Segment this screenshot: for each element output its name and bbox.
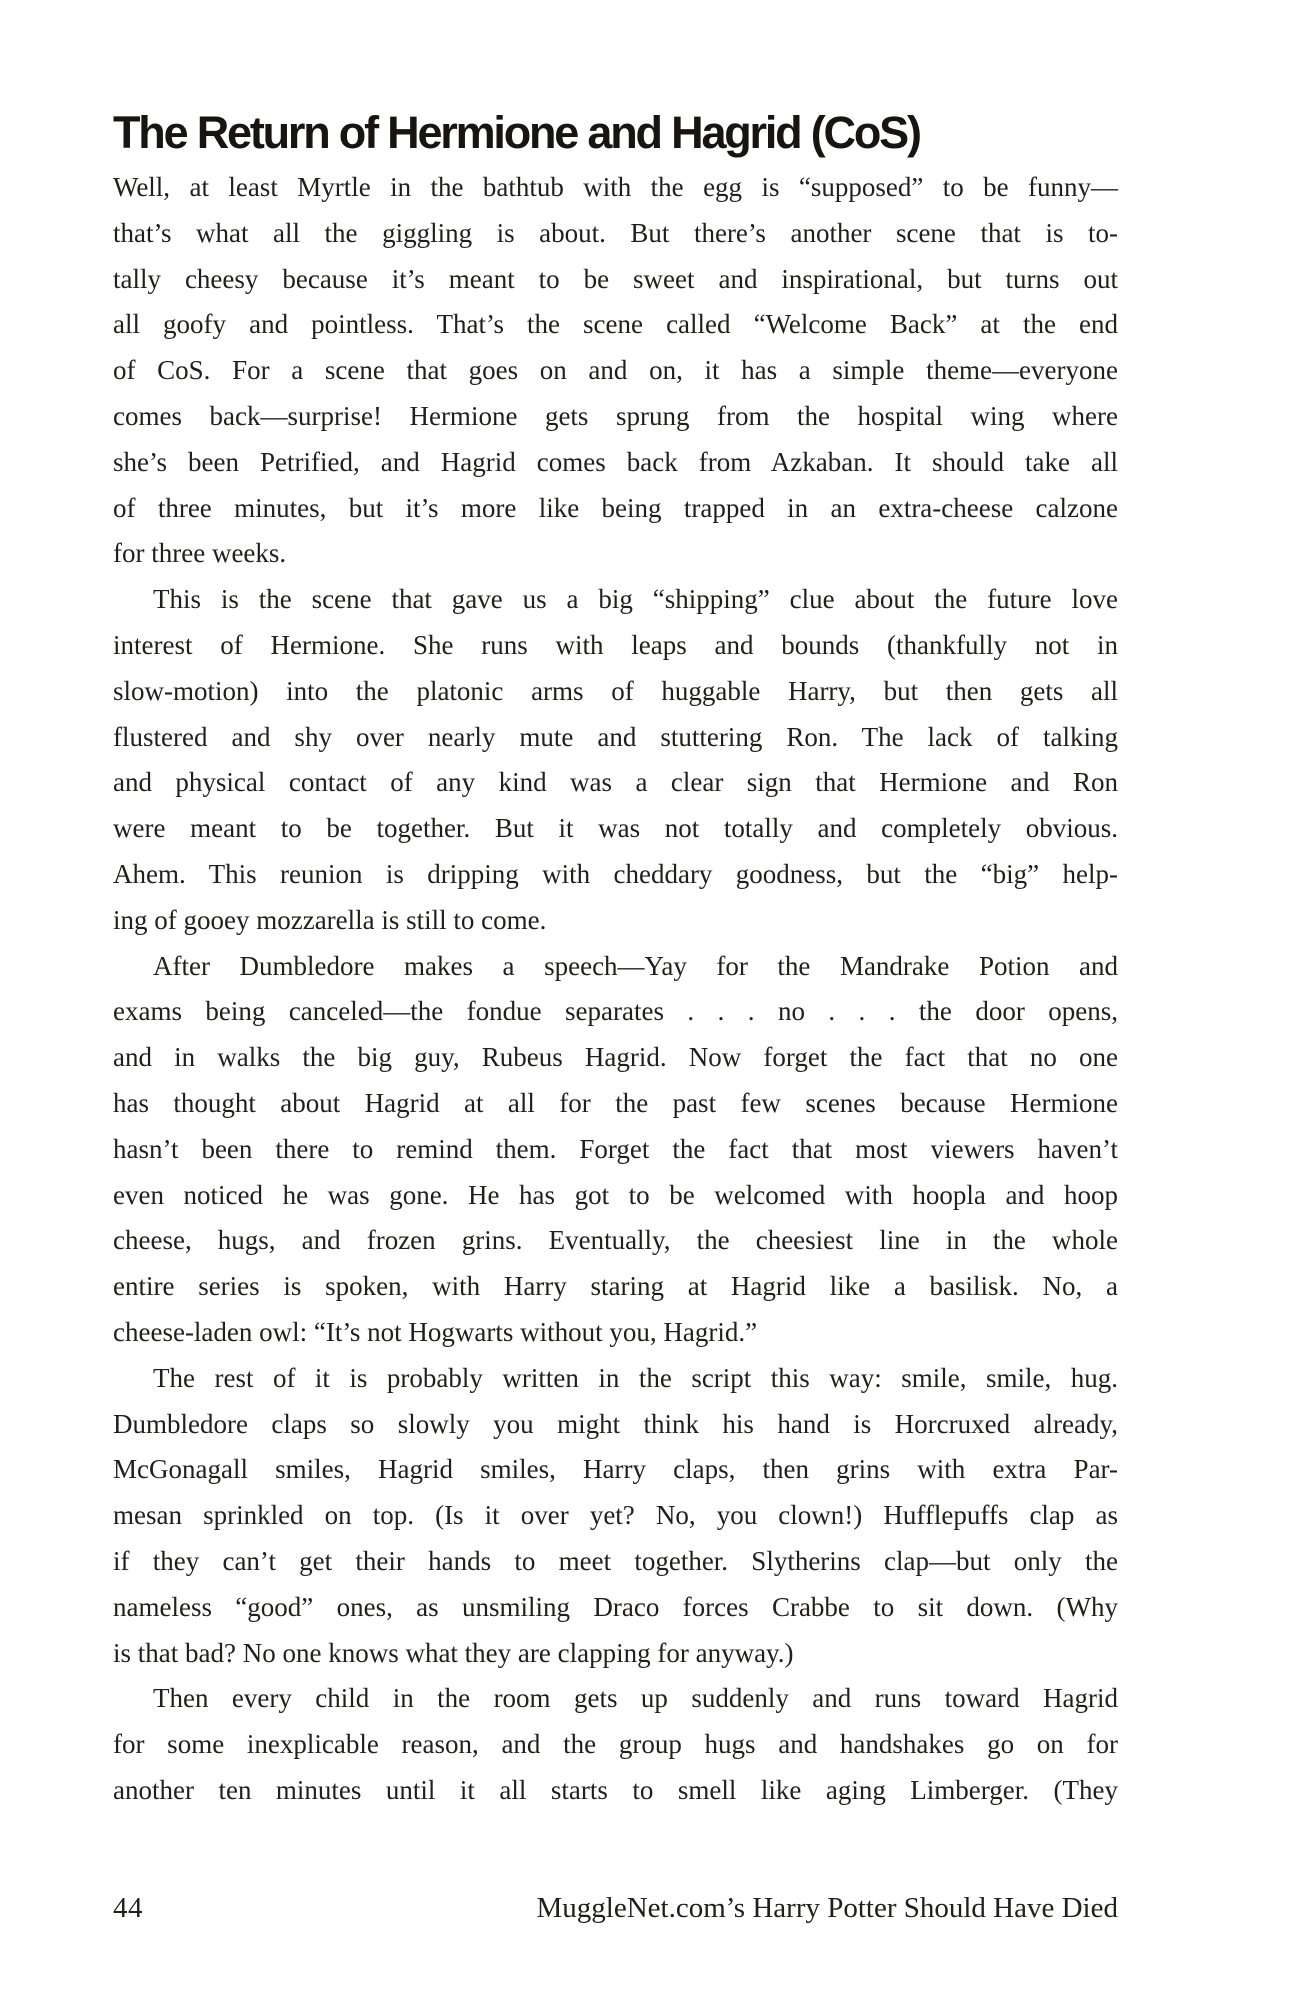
text-line: she’s been Petrified, and Hagrid comes back from Azkaban. It should take all bbox=[113, 446, 1118, 477]
text-line: flustered and shy over nearly mute and stuttering Ron. The lack of talking bbox=[113, 721, 1118, 752]
text-line: slow-motion) into the platonic arms of huggable Harry, but then gets all bbox=[113, 675, 1118, 706]
text-line: ing of gooey mozzarella is still to come. bbox=[113, 904, 547, 935]
paragraph bbox=[113, 165, 1118, 577]
page-number: 44 bbox=[113, 1892, 143, 1924]
text-line: The rest of it is probably written in the script this way: smile, smile, hug. bbox=[153, 1362, 1118, 1393]
text-line: for three weeks. bbox=[113, 538, 287, 569]
text-line: nameless “good” ones, as unsmiling Draco forces Crabbe to sit down. (Why bbox=[113, 1591, 1118, 1622]
text-line: Dumbledore claps so slowly you might think his hand is Horcruxed already, bbox=[113, 1408, 1118, 1439]
text-line: of three minutes, but it’s more like being trapped in an extra-cheese calzone bbox=[113, 492, 1118, 523]
text-line: is that bad? No one knows what they are clapping for anyway.) bbox=[113, 1637, 794, 1668]
text-line: Well, at least Myrtle in the bathtub with the egg is “supposed” to be funny— bbox=[113, 172, 1118, 202]
text-line: has thought about Hagrid at all for the past few scenes because Hermione bbox=[113, 1087, 1118, 1118]
text-line: This is the scene that gave us a big “shipping” clue about the future love bbox=[153, 584, 1118, 615]
text-line: hasn’t been there to remind them. Forget the fact that most viewers haven’t bbox=[113, 1133, 1118, 1164]
text-line: mesan sprinkled on top. (Is it over yet? No, you clown!) Hufflepuffs clap as bbox=[113, 1500, 1118, 1531]
text-line: McGonagall smiles, Hagrid smiles, Harry claps, then grins with extra Par- bbox=[113, 1454, 1118, 1485]
text-line: entire series is spoken, with Harry staring at Hagrid like a basilisk. No, a bbox=[113, 1271, 1118, 1302]
text-line: even noticed he was gone. He has got to be welcomed with hoopla and hoop bbox=[113, 1179, 1118, 1210]
text-line: and in walks the big guy, Rubeus Hagrid. Now forget the fact that no one bbox=[113, 1042, 1118, 1073]
text-line: interest of Hermione. She runs with leaps and bounds (thankfully not in bbox=[113, 629, 1118, 660]
text-line: for some inexplicable reason, and the group hugs and handshakes go on for bbox=[113, 1729, 1118, 1760]
text-line: Ahem. This reunion is dripping with cheddary goodness, but the “big” help- bbox=[113, 858, 1118, 889]
text-line: comes back—surprise! Hermione gets sprung from the hospital wing where bbox=[113, 400, 1118, 431]
text-line: exams being canceled—the fondue separates . . . no . . . the door opens, bbox=[113, 996, 1118, 1027]
body-text-block bbox=[113, 165, 1118, 1814]
paragraph bbox=[113, 577, 1118, 943]
text-line: Then every child in the room gets up suddenly and runs toward Hagrid bbox=[153, 1683, 1118, 1714]
page-footer bbox=[113, 1886, 1118, 1932]
paragraph bbox=[113, 944, 1118, 1356]
text-line: that’s what all the giggling is about. But there’s another scene that is to- bbox=[113, 217, 1118, 248]
text-line: were meant to be together. But it was not totally and completely obvious. bbox=[113, 813, 1118, 844]
text-line: tally cheesy because it’s meant to be sweet and inspirational, but turns out bbox=[113, 263, 1118, 294]
section-heading: The Return of Hermione and Hagrid (CoS) bbox=[113, 107, 920, 158]
text-line: all goofy and pointless. That’s the scene called “Welcome Back” at the end bbox=[113, 309, 1118, 340]
paragraph bbox=[113, 1356, 1118, 1677]
text-line: cheese, hugs, and frozen grins. Eventually, the cheesiest line in the whole bbox=[113, 1225, 1118, 1256]
running-book-title: MuggleNet.com’s Harry Potter Should Have Died bbox=[536, 1892, 1118, 1924]
text-line: another ten minutes until it all starts to smell like aging Limberger. (They bbox=[113, 1774, 1118, 1805]
text-line: cheese-laden owl: “It’s not Hogwarts without you, Hagrid.” bbox=[113, 1316, 758, 1347]
paragraph bbox=[113, 1676, 1118, 1813]
text-line: and physical contact of any kind was a clear sign that Hermione and Ron bbox=[113, 767, 1118, 798]
text-line: of CoS. For a scene that goes on and on, it has a simple theme—everyone bbox=[113, 355, 1118, 386]
text-line: if they can’t get their hands to meet together. Slytherins clap—but only the bbox=[113, 1545, 1118, 1576]
text-line: After Dumbledore makes a speech—Yay for the Mandrake Potion and bbox=[153, 950, 1118, 981]
